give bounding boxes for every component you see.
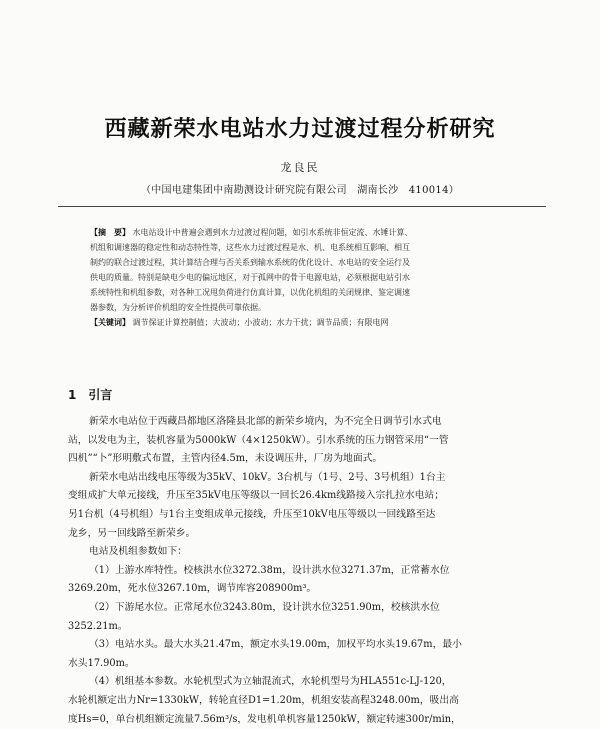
body-line: 度Hs=0，单台机组额定流量7.56m³/s，发电机单机容量1250kW，额定转速300r/min， [68,711,542,729]
body-line: （4）机组基本参数。水轮机型式为立轴混流式，水轮机型号为HLA551c-LJ-120， [68,673,542,692]
body-line: （1）上游水库特性。校核洪水位3272.38m，设计洪水位3271.37m，正常蓄水位 [68,562,542,581]
body-line: 水轮机额定出力Nr=1330kW，转轮直径D1=1.20m，机组安装高程3248.00m，吸出高 [68,692,542,711]
body-line: 3252.21m。 [68,618,542,637]
body-line: 水头17.90m。 [68,655,542,674]
body-line: 站，以发电为主，装机容量为5000kW（4×1250kW）。引水系统的压力钢管采用“一管 [68,432,542,451]
abstract-line: 【摘 要】 水电站设计中普遍会遇到水力过渡过程问题，如引水系统非恒定流、水锤计算、 [90,225,508,240]
keywords-line [90,315,508,330]
abstract-block [90,225,508,330]
author-name: 龙良民 [0,159,600,175]
body-line: 电站及机组参数如下： [68,543,542,562]
abstract-line: 机组和调速器的稳定性和动态特性等，这些水力过渡过程是水、机、电系统相互影响、相互 [90,240,508,255]
abstract-line: 制约的联合过渡过程，其计算结合理与否关系到输水系统的优化设计、水电站的安全运行及 [90,255,508,270]
abstract-line: 系统特性和机组参数，对各种工况甩负荷进行仿真计算，以优化机组的关闭规律、鉴定调速 [90,285,508,300]
body-line: 新荣水电站位于西藏昌都地区洛隆县北部的新荣乡境内，为不完全日调节引水式电 [68,413,542,432]
body-line: 新荣水电站出线电压等级为35kV、10kV。3台机与（1号、2号、3号机组）1台主 [68,469,542,488]
body-line: 变组成扩大单元接线，升压至35kV电压等级以一回长26.4km线路接入宗扎拉水电站； [68,487,542,506]
keywords: 调节保证计算控制值；大波动；小波动；水力干扰；调节品质；有限电网 [133,318,389,327]
header-divider [58,206,546,207]
body-line: （3）电站水头。最大水头21.47m，额定水头19.00m，加权平均水头19.67m，最小 [68,636,542,655]
section-title: 引言 [88,388,112,402]
body-text [68,413,542,729]
paper-title: 西藏新荣水电站水力过渡过程分析研究 [0,112,600,143]
abstract-line: 供电的质量。特别是缺电少电的偏远地区，对于孤网中的骨干电源电站，必须根据电站引水 [90,270,508,285]
section-heading [68,386,112,403]
body-line: 3269.20m，死水位3267.10m，调节库容208900m³。 [68,580,542,599]
body-line: 龙乡，另一回线路至新荣乡。 [68,525,542,544]
abstract-line: 器参数，为分析评价机组的安全性提供可靠依据。 [90,300,508,315]
keywords-label: 【关键词】 [90,317,130,327]
body-line: 另1台机（4号机组）与1台主变组成单元接线，升压至10kV电压等级以一回线路至达 [68,506,542,525]
body-line: 四机”“卜”形明敷式布置，主管内径4.5m，未设调压井，厂房为地面式。 [68,450,542,469]
author-affiliation: （中国电建集团中南勘测设计研究院有限公司 湖南长沙 410014） [0,181,600,196]
body-line: （2）下游尾水位。正常尾水位3243.80m，设计洪水位3251.90m，校核洪水位 [68,599,542,618]
section-number: 1 [68,388,76,402]
abstract-label: 【摘 要】 [90,227,130,237]
